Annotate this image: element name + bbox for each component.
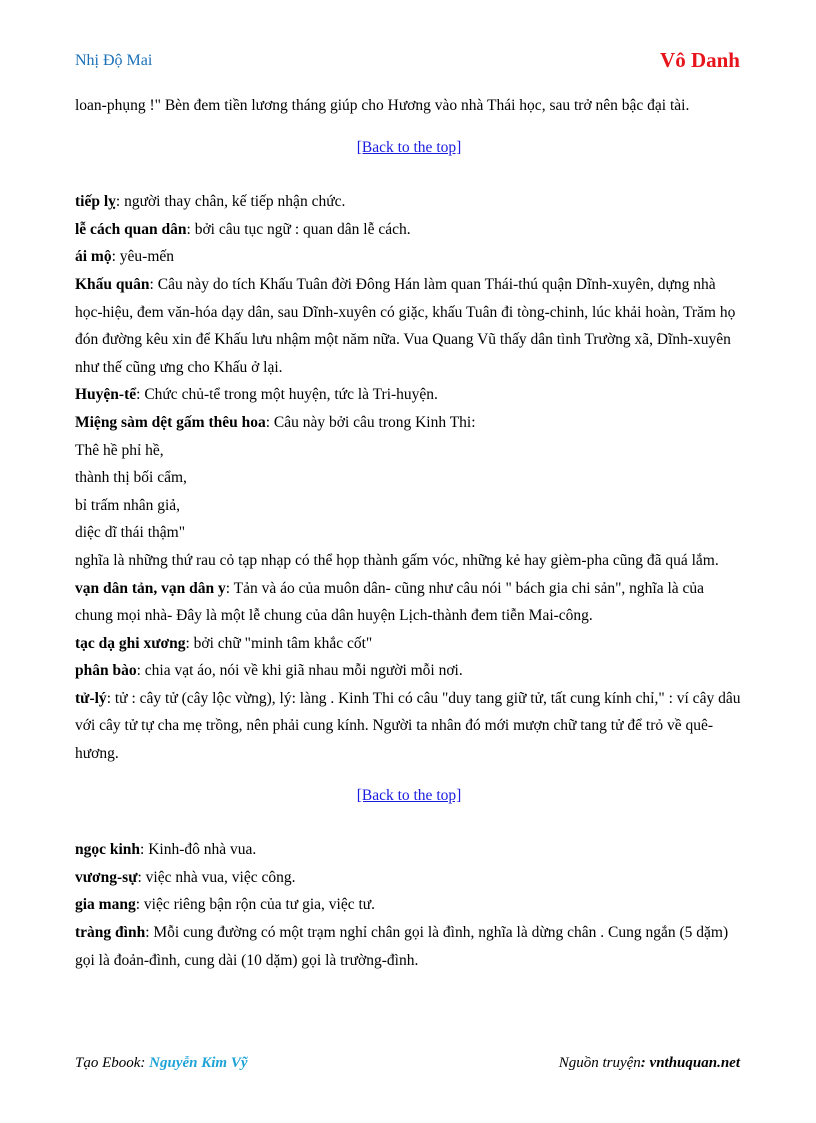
glossary-term: Khấu quân: [75, 275, 150, 293]
glossary-entry: [75, 216, 743, 244]
intro-line: loan-phụng !" Bèn đem tiền lương tháng giúp cho Hương vào nhà Thái học, sau trở nên bậc đại tài.: [75, 97, 690, 114]
ebook-label: Tạo Ebook: [75, 1055, 141, 1071]
glossary-term: Miệng sàm dệt gấm thêu hoa: [75, 413, 266, 431]
glossary-term: tử-lý: [75, 689, 107, 707]
glossary-entry: [75, 243, 743, 271]
glossary-entry: [75, 891, 743, 919]
glossary-definition: : việc riêng bận rộn của tư gia, việc tư.: [135, 896, 376, 914]
glossary-term: phân bào: [75, 662, 137, 680]
glossary-term: tiếp lỵ: [75, 193, 116, 211]
glossary-definition: : bởi câu tục ngữ : quan dân lễ cách.: [186, 220, 411, 238]
glossary-entry: [75, 864, 743, 892]
glossary-term: ái mộ: [75, 248, 112, 266]
poem-line: Thê hề phỉ hề,: [75, 441, 164, 459]
glossary-entry: [75, 409, 743, 437]
author-name: Vô Danh: [660, 48, 740, 72]
glossary-entry: [75, 630, 743, 658]
back-to-top-1: [75, 134, 743, 162]
glossary-definition: : người thay chân, kế tiếp nhận chức.: [115, 193, 346, 211]
page-content: [75, 92, 743, 974]
glossary-term: gia mang: [75, 896, 136, 914]
ebook-creator: Nguyễn Kim Vỹ: [149, 1055, 248, 1071]
glossary-entry: [75, 271, 743, 381]
poem-line: diệc dĩ thái thậm": [75, 524, 186, 542]
back-to-top-link[interactable]: [Back to the top]: [356, 786, 462, 804]
back-to-top-2: [75, 782, 743, 810]
glossary-definition: : Kinh-đô nhà vua.: [140, 841, 257, 859]
source-label: Nguồn truyện: [558, 1055, 641, 1071]
footer-source: [559, 1055, 740, 1072]
glossary-term: lễ cách quan dân: [75, 220, 187, 238]
back-to-top-link[interactable]: [Back to the top]: [356, 138, 462, 156]
glossary-definition: : tử : cây tử (cây lộc vừng), lý: làng . Kinh Thi có câu "duy tang giữ tử, tất cung kính chỉ," : ví cây dâu với cây tử tự cha mẹ trồng, nên phải cung kính. Người ta nhân đó mới mượn chữ tang tử để trỏ về quê-hương.: [75, 689, 741, 763]
glossary-entry: [75, 685, 743, 768]
ebook-separator: :: [140, 1055, 150, 1071]
glossary-definition: : Tản và áo của muôn dân- cũng như câu nói " bách gia chi sản", nghĩa là của chung mọi nhà- Đây là một lễ chung của dân huyện Lịch-thành đem tiễn Mai-công.: [75, 579, 705, 625]
glossary-section-1: [75, 188, 743, 767]
glossary-entry: [75, 188, 743, 216]
glossary-definition: : Mỗi cung đường có một trạm nghỉ chân gọi là đình, nghĩa là dừng chân . Cung ngắn (5 dặm) gọi là đoản-đình, cung dài (10 dặm) gọi là trường-đình.: [75, 924, 729, 969]
glossary-term: vương-sự: [75, 868, 138, 886]
poem-explanation: nghĩa là những thứ rau cỏ tạp nhạp có thể họp thành gấm vóc, những kẻ hay gièm-pha cũng đã quá lắm.: [75, 551, 719, 569]
poem-line: thành thị bối cẩm,: [75, 469, 187, 487]
glossary-section-2: [75, 836, 743, 974]
glossary-entry: [75, 575, 743, 630]
glossary-definition: : Câu này bởi câu trong Kinh Thi:: [265, 413, 476, 431]
glossary-entry: [75, 836, 743, 864]
glossary-definition: : yêu-mến: [111, 248, 175, 266]
book-title: Nhị Độ Mai: [75, 52, 153, 69]
glossary-entry: [75, 919, 743, 974]
glossary-entry: [75, 381, 743, 409]
source-separator: :: [640, 1055, 650, 1071]
glossary-term: Huyện-tể: [75, 386, 137, 404]
glossary-term: vạn dân tản, vạn dân y: [75, 579, 226, 597]
poem-line: bỉ trấm nhân giả,: [75, 496, 181, 514]
glossary-definition: : Câu này do tích Khấu Tuân đời Đông Hán làm quan Thái-thú quận Dĩnh-xuyên, dựng nhà học-hiệu, đem văn-hóa dạy dân, sau Dĩnh-xuyên có giặc, khấu Tuân đi tòng-chinh, lúc khải hoàn, Trăm họ đón đường kêu xin để Khấu lưu nhậm một năm nữa. Vua Quang Vũ thấy dân tình Trường xã, Dĩnh-xuyên như thế cũng ưng cho Khấu ở lại.: [75, 275, 736, 376]
glossary-definition: : Chức chủ-tể trong một huyện, tức là Tri-huyện.: [136, 386, 438, 404]
footer-ebook-credit: [75, 1055, 248, 1072]
source-site: vnthuquan.net: [649, 1055, 740, 1071]
glossary-definition: : việc nhà vua, việc công.: [137, 868, 296, 886]
glossary-entry: [75, 657, 743, 685]
glossary-definition: : bởi chữ "minh tâm khắc cốt": [185, 634, 373, 652]
glossary-definition: : chia vạt áo, nói về khi giã nhau mỗi người mỗi nơi.: [136, 662, 463, 680]
glossary-term: tạc dạ ghi xương: [75, 634, 186, 652]
glossary-term: tràng đình: [75, 924, 146, 942]
glossary-term: ngọc kinh: [75, 841, 141, 859]
